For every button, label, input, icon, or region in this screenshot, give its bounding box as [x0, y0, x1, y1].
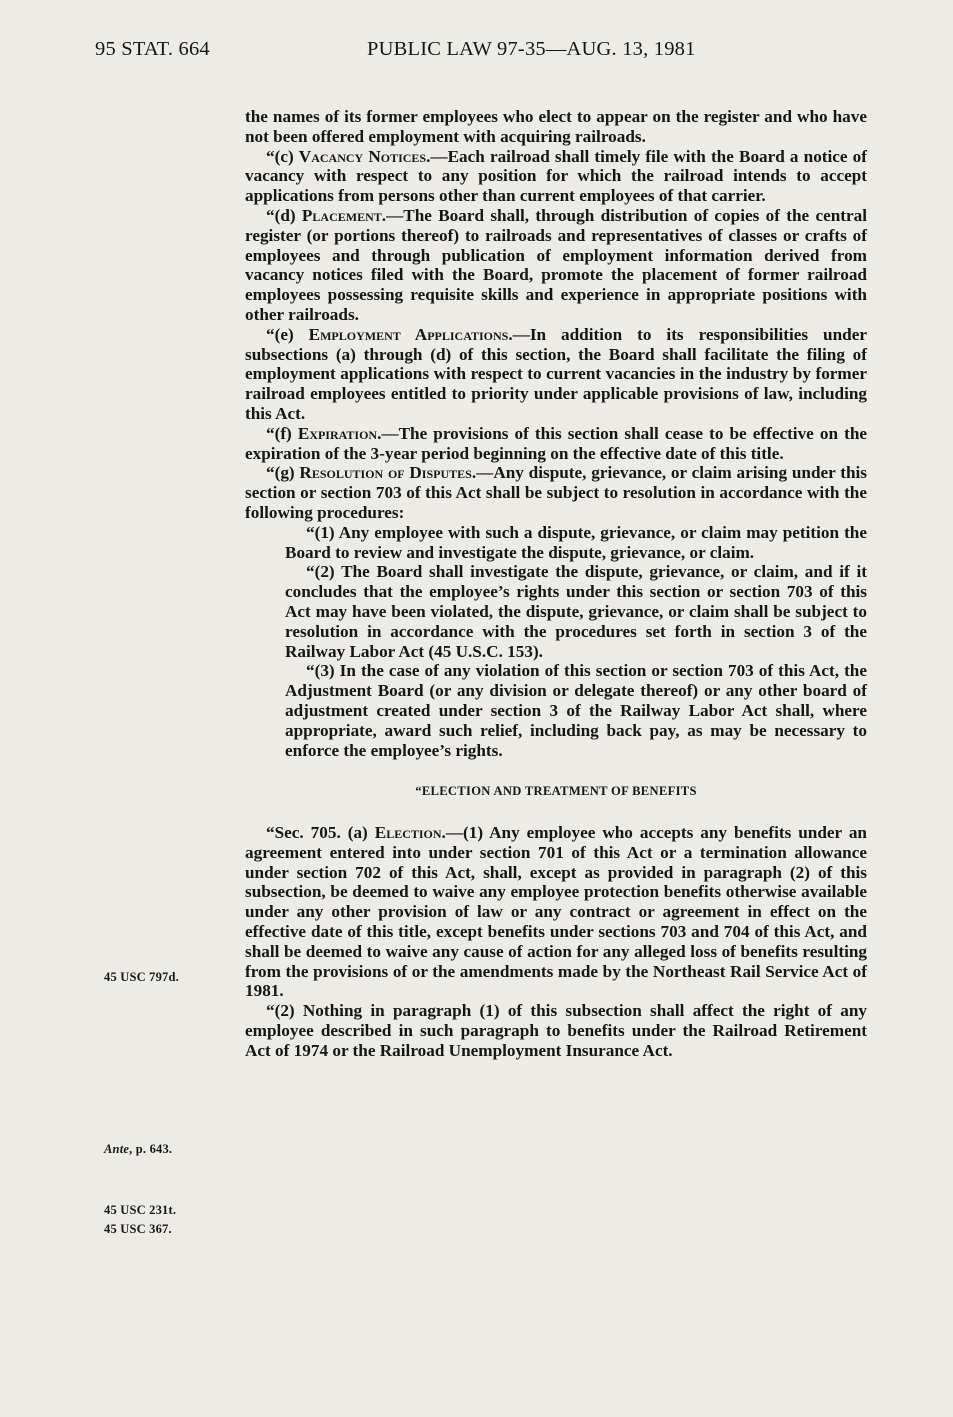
law-text-body [245, 107, 867, 1061]
margin-note-usc-797d: 45 USC 797d. [104, 970, 179, 984]
subsection-heading: Employment Applications [308, 324, 509, 344]
page-header [95, 38, 865, 68]
section-705-a: “Sec. 705. (a) Election.—(1) Any employee who accepts any benefits under an agreement entered into under section 701 of this Act or a termination allowance under section 702 of this Act, shall, except as provided in paragraph (2) of this subsection, be deemed to waive any employee protection benefits otherwise available under any other provision of law or any contract or agreement in effect on the effective date of this title, except benefits under sections 703 and 704 of this Act, and shall be deemed to waive any cause of action for any alleged loss of benefits resulting from the provisions of or the amendments made by the Northeast Rail Service Act of 1981. [245, 823, 867, 1001]
subsection-heading: Placement [301, 205, 382, 225]
subsection-c: “(c) Vacancy Notices.—Each railroad shall timely file with the Board a notice of vacancy with respect to any position for which the railroad intends to accept applications from persons other than current employees of that carrier. [245, 146, 867, 206]
subsection-d: “(d) Placement.—The Board shall, through distribution of copies of the central register (or portions thereof) to railroads and representatives of classes or crafts of employees and through publication of employment information derived from vacancy notices filed with the Board, promote the placement of former railroad employees possessing requisite skills and experience in appropriate positions with other railroads. [245, 205, 867, 324]
subsection-heading: Election [374, 823, 442, 843]
running-title: PUBLIC LAW 97-35—AUG. 13, 1981 [367, 38, 696, 60]
page-number: 95 STAT. 664 [95, 38, 210, 60]
section-705-a-2: “(2) Nothing in paragraph (1) of this subsection shall affect the right of any employee described in such paragraph to benefits under the Railroad Retirement Act of 1974 or the Railroad Unemployment Insurance Act. [245, 1001, 867, 1060]
subsection-heading: Expiration [297, 423, 378, 443]
subsection-g: “(g) Resolution of Disputes.—Any dispute, grievance, or claim arising under this section or section 703 of this Act shall be subject to resolution in accordance with the following procedures: [245, 463, 867, 522]
paragraph-g3: “(3) In the case of any violation of this section or section 703 of this Act, the Adjustment Board (or any division or delegate thereof) or any other board of adjustment created under section 3 of the Railway Labor Act shall, where appropriate, award such relief, including back pay, as may be necessary to enforce the employee’s rights. [285, 661, 867, 760]
subsection-f: “(f) Expiration.—The provisions of this section shall cease to be effective on the expiration of the 3-year period beginning on the effective date of this title. [245, 423, 868, 463]
margin-note-ante: Ante, p. 643. [104, 1142, 173, 1156]
section-heading: “ELECTION AND TREATMENT OF BENEFITS [415, 784, 697, 799]
margin-note-usc-367: 45 USC 367. [104, 1222, 172, 1236]
subsection-e: “(e) Employment Applications.—In addition to its responsibilities under subsections (a) through (d) of this section, the Board shall facilitate the filing of employment applications with respect to current vacancies in the industry by former railroad employees entitled to priority under applicable provisions of law, including this Act. [245, 324, 867, 423]
subsection-heading: Vacancy Notices [298, 146, 427, 166]
paragraph-continuation: the names of its former employees who elect to appear on the register and who have not been offered employment with acquiring railroads. [245, 107, 867, 146]
paragraph-g1: “(1) Any employee with such a dispute, grievance, or claim may petition the Board to review and investigate the dispute, grievance, or claim. [285, 522, 867, 562]
paragraph-g2: “(2) The Board shall investigate the dispute, grievance, or claim, and if it concludes that the employee’s rights under this section or section 703 of this Act may have been violated, the dispute, grievance, or claim shall be subject to resolution in accordance with the procedures set forth in section 3 of the Railway Labor Act (45 U.S.C. 153). [285, 562, 867, 661]
subsection-heading: Resolution of Disputes [299, 463, 472, 483]
margin-note-usc-231t: 45 USC 231t. [104, 1203, 177, 1217]
